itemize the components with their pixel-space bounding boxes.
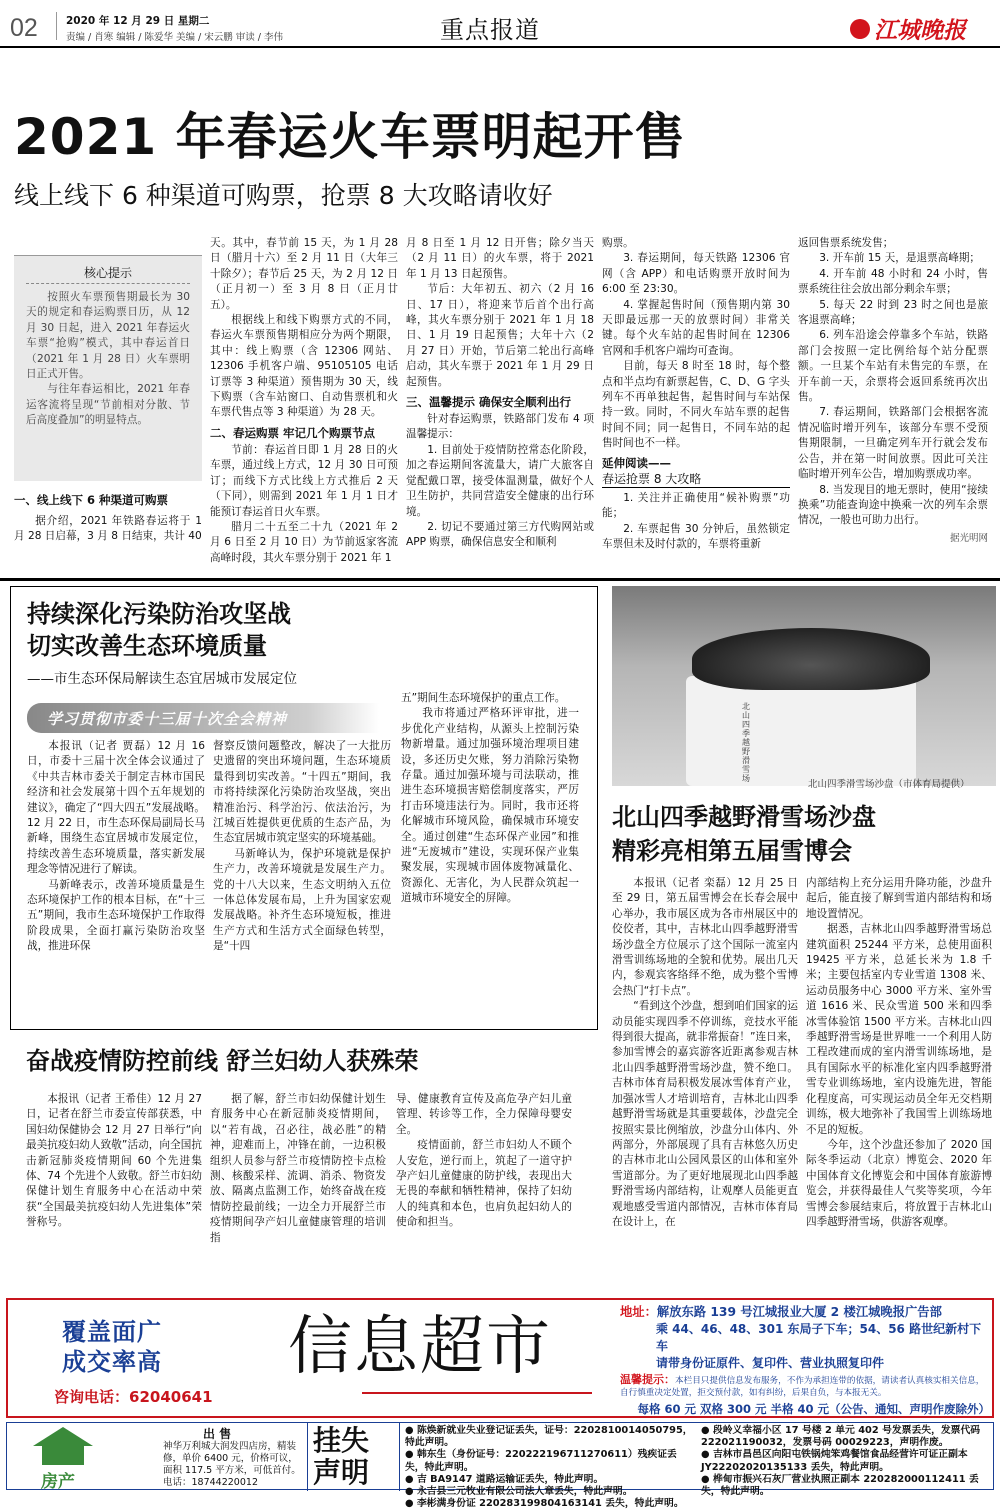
ski-photo: [612, 586, 996, 786]
eco-c3-p1: 五”期间生态环境保护的重点工作。: [401, 692, 566, 704]
page-header: [0, 0, 1000, 48]
eco-c3-p2: 我市将通过严格环评审批，进一步优化产业结构，从源头上控制污染物新增量。通过加强环境治理项目建设，多还历史欠账，努力消除污染物存量。通过加强环境与司法联动，推进生态环境损害赔偿制度落实，严厉打击环境违法行为。同时，我市还将化解城市环境风险，确保城市环境安全。通过创建“生态环保产业园”和推进“无废城市”建设，实现环保产业集聚发展，实现城市固体废物减量化、资源化、无害化，为人民群众筑起一道城市环境安全的屏障。: [401, 707, 579, 905]
lead-c3-p2: 节后：大年初五、初六（2 月 16 日、17 日），将迎来节后首个出行高峰，其火车票分别于 2021 年 1 月 18 日、1 月 19 日起预售；大年十六（2 月 27 日）开始，节后第二轮出行高峰启动，其火车票于 2021 年 1 月 29 日起预售。: [406, 283, 594, 388]
core-tip-box: [14, 255, 202, 481]
lead-c5-p3: 4. 开车前 48 小时和 24 小时，售票系统往往会放出部分剩余车票；: [798, 267, 988, 296]
eco-c2-p1: 督察反馈问题整改，解决了一大批历史遗留的突出环境问题，生态环境质量得到切实改善。“十四五”期间，我市将持续深化污染防治攻坚战，突出精准治污、科学治污、依法治污，为江城百姓提供更优质的生态产品，为生态宜居城市筑定坚实的环境基础。: [213, 740, 391, 845]
covid-c2-p1: 据了解，舒兰市妇幼保健计划生育服务中心在新冠肺炎疫情期间，以“若有战，召必往，战必胜”的精神，迎难而上，冲锋在前，一边积极组织人员参与舒兰市疫情防控卡点检测、核酸采样、流调、消杀、物资发放、隔离点监测工作，始终奋战在疫情防控最前线；一边全力开展舒兰市疫情期间孕产妇儿童健康管理的培训指: [210, 1093, 386, 1244]
house-icon: [33, 1427, 93, 1465]
lead-c5-p2: 3. 开车前 15 天，是退票高峰期；: [819, 252, 981, 265]
lead-heading-3: 三、温馨提示 确保安全顺利出行: [406, 395, 572, 410]
ad-brand-dots: [362, 1392, 592, 1402]
eco-c1-p2: 马新峰表示，改善环境质量是生态环境保护工作的根本目标，在“十三五”期间，我市生态环境保护工作取得阶段成果，全面打赢污染防治攻坚战，推进环保: [27, 878, 205, 953]
lead-title: 2021 年春运火车票明起开售: [14, 108, 686, 166]
lead-c1-p: 据介绍，2021 年铁路春运将于 1 月 28 日启幕，3 月 8 日结束，共计 40: [14, 515, 202, 543]
ad-phone-label: 咨询电话：: [54, 1388, 130, 1406]
lost-list-right: [701, 1425, 989, 1498]
ad-info: [620, 1304, 990, 1417]
logo-icon: [850, 19, 870, 39]
ad-address-label: 地址：: [620, 1305, 657, 1319]
covid-col-1: [26, 1092, 202, 1231]
lead-c2-p1: 天。其中，春节前 15 天，为 1 月 28 日（腊月十六）至 2 月 11 日（大年三十除夕）；春节后 25 天，为 2 月 12 日（正月初一）至 3 月 8 日（正月廿五）。: [210, 237, 398, 311]
extended-reading-label: 延伸阅读——: [602, 455, 671, 470]
lost-item: ● 陈焕新就业失业登记证丢失，证号：2202810014050795，特此声明。: [405, 1425, 693, 1449]
ad-left-line-2: 成交率高: [62, 1348, 162, 1376]
lead-byline: 据光明网: [949, 532, 988, 544]
lost-item: ● 吉 BA9147 道路运输证丢失，特此声明。: [405, 1473, 604, 1485]
ski-model-mountain: [692, 628, 930, 690]
lead-c4-p5: 1. 关注并正确使用“候补购票”功能；: [602, 491, 790, 520]
eco-banner: [27, 703, 379, 733]
lead-c3-p5: 2. 切记不要通过第三方代购网站或 APP 购票，确保信息安全和顺利: [406, 520, 594, 549]
lead-c5-p1: 返回售票系统发售；: [798, 237, 894, 249]
logo-text: 江城晚报: [874, 17, 966, 44]
lead-c5-p7: 8. 当发现目的地无票时，使用“接续换乘”功能查询途中换乘一次的列车余票情况，一般也可助力出行。: [798, 483, 988, 527]
eco-col-1: [27, 739, 205, 955]
lost-item: ● 永吉县三元牧业有限公司法人章丢失，特此声明。: [405, 1486, 633, 1498]
lead-c3-p1: 月 8 日至 1 月 12 日开售；除夕当天（2 月 11 日）的火车票，将于 2021 年 1 月 13 日起预售。: [406, 237, 594, 280]
ad-address-text: 解放东路 139 号江城报业大厦 2 楼江城晚报广告部: [656, 1305, 942, 1319]
sale-title: 出 售: [203, 1427, 232, 1441]
ski-c2-p3: 今年，这个沙盘还参加了 2020 国际冬季运动（北京）博览会、2020 年中国体育文化博览会和中国体育旅游博览会，并获得最佳人气奖等奖项，今年雪博会参展结束后，将放置于吉林北山四季越野滑雪场，供游客观摩。: [806, 1138, 992, 1228]
ad-docs: 请带身份证原件、复印件、营业执照复印件: [656, 1356, 885, 1370]
ski-c1-p1: 本报讯（记者 栾磊）12 月 25 日至 29 日，第五届雪博会在长春会展中心举办，我市展区成为各市州展区中的佼佼者，其中，吉林北山四季越野滑雪场沙盘全方位展示了这个国际一流室内滑雪训练场地的全貌和优势。展出几天内，参观宾客络绎不绝，成为整个雪博会热门“打卡点”。: [612, 877, 798, 997]
lead-c4-p2: 3. 春运期间，每天铁路 12306 官网（含 APP）和电话购票开放时间为 6:00 至 23:30。: [602, 252, 790, 296]
ski-col-2: [806, 876, 992, 1230]
classifieds: [6, 1422, 994, 1510]
covid-article: [10, 1030, 598, 1296]
eco-title-2: 切实改善生态环境质量: [27, 632, 267, 660]
ski-photo-caption: 北山四季滑雪场沙盘（市体育局提供）: [808, 779, 970, 790]
eco-article: [10, 586, 598, 1030]
ad-left-line-1: 覆盖面广: [62, 1318, 162, 1346]
covid-c3-p1: 导、健康教育宣传及高危孕产妇儿童管理、转诊等工作，全力保障母婴安全。: [396, 1093, 572, 1136]
lead-c5-p6: 7. 春运期间，铁路部门会根据客流情况临时增开列车，该部分车票不受预售期限制，一旦确定列车开行就会发布公告，并在第一时间放票。因此可关注临时增开列车公告，增加购票成功率。: [798, 406, 988, 481]
ski-title-1: 北山四季越野滑雪场沙盘: [612, 803, 876, 831]
covid-col-2: [210, 1092, 386, 1246]
lost-item: ● 韩东生（身份证号：220222196711270611）残疾证丢失，特此声明。: [405, 1449, 677, 1473]
lead-heading-1: 一、线上线下 6 种渠道可购票: [14, 493, 169, 507]
ski-title-2: 精彩亮相第五届雪博会: [612, 837, 852, 865]
lead-c4-p1: 购票。: [602, 237, 634, 249]
header-date: 2020 年 12 月 29 日 星期二: [66, 15, 210, 27]
lead-c2-p4: 腊月二十五至二十九（2021 年 2 月 6 日至 2 月 10 日）为节前返家客流高峰时段，其火车票分别于 2021 年 1: [210, 520, 398, 564]
lead-col-5: [798, 236, 988, 544]
ad-phone: [54, 1386, 213, 1407]
ad-tip-label: 温馨提示：: [620, 1373, 675, 1386]
lost-title-1: 挂失: [313, 1424, 370, 1457]
lead-subtitle: 线上线下 6 种渠道可购票，抢票 8 大攻略请收好: [14, 181, 553, 210]
lead-heading-4: 春运抢票 8 大攻略: [602, 471, 790, 488]
lead-c4-p3: 4. 掌握起售时间（预售期内第 30 天即最远那一天的放票时间）非常关键。每个火车站的起售时间在 12306 官网和手机客户端均可查询。: [602, 298, 790, 357]
logo: [850, 12, 966, 45]
ad-tip: [620, 1374, 990, 1399]
header-editors: 责编 / 肖寒 编辑 / 陈爱华 美编 / 宋云鹏 审读 / 李伟: [66, 32, 284, 43]
house-label: 房产: [41, 1472, 75, 1492]
lead-c4-p4: 目前，每天 8 时至 18 时，每个整点和半点均有新票起售，C、D、G 字头列车不再单独起售，起售时间与车站保持一致。同时，不同火车站车票的起售时间不同；同一起售日，不同车站的起售时间也不一样。: [602, 360, 790, 450]
section-title: 重点报道: [440, 16, 540, 44]
lost-item: ● 段岭义幸福小区 17 号楼 2 单元 402 号发票丢失，发票代码 222021190032，发票号码 00029223，声明作废。: [701, 1425, 981, 1449]
lost-title-2: 声明: [313, 1456, 370, 1489]
page-number: 02: [10, 14, 38, 42]
lost-item: ● 桦甸市振兴石灰厂营业执照正副本 220282000112411 丢失，特此声明。: [701, 1473, 979, 1498]
ski-c2-p1: 内部结构上充分运用升降功能，沙盘升起后，能直接了解到雪道内部结构和场地设置情况。: [806, 877, 992, 920]
eco-subtitle: ——市生态环保局解读生态宜居城市发展定位: [27, 671, 297, 687]
lead-c5-p5: 6. 列车沿途会停靠多个车站，铁路部门会按照一定比例给每个站分配票额。一旦某个车站有未售完的车票，在开车前一天，余票将会返回系统再次出售。: [798, 329, 988, 404]
lead-c2-p2: 根据线上和线下购票方式的不同，春运火车票预售期相应分为两个期限，其中：线上购票（含 12306 网站、12306 手机客户端、95105105 电话订票等 3 种渠道）预售期为 30 天，线下购票（含车站窗口、自动售票机和火车票代售点等 3 种渠道）为 28 天。: [210, 314, 398, 419]
ski-c1-p2: “看到这个沙盘，想到咱们国家的运动员能实现四季不停训练，竞技水平能得到很大提高，就非常振奋！”连日来，参加雪博会的嘉宾游客近距离参观吉林北山四季越野滑雪场沙盘，赞不绝口。吉林市体育局积极发展冰雪体育产业，加强冰雪人才培训培育，吉林北山四季越野滑雪场就是其重要载体，沙盘完全按照实景比例缩放，沙盘分山体内、外两部分，外部展现了具有吉林悠久历史的吉林市北山公园风景区的山体和室外雪道部分。为了更好地展现北山四季越野滑雪场内部结构，让观摩人员能更直观地感受雪道内部情况，吉林市体育局在设计上，在: [612, 1000, 798, 1228]
lead-c3-p3: 针对春运购票，铁路部门发布 4 项温馨提示：: [406, 413, 594, 441]
eco-banner-text: 学习贯彻市委十三届十次全会精神: [47, 710, 288, 728]
covid-c1-p1: 本报讯（记者 王希佳）12 月 27 日，记者在舒兰市委宣传部获悉，中国妇幼保健协会 12 月 27 日举行“向最美抗疫妇幼人致敬”活动，向全国抗击新冠肺炎疫情期间 60 个先进集体、74 个先进个人致敬。舒兰市妇幼保健计划生育服务中心在活动中荣获“全国最美抗疫妇幼人先进集体”荣誉称号。: [26, 1093, 202, 1229]
core-tip-p1: 按照火车票预售期最长为 30 天的规定和春运购票日历，从 12 月 30 日起，进入 2021 年春运火车票“抢购”模式，其中春运首日（2021 年 1 月 28 日）火车票明日正式开售。: [26, 291, 190, 381]
ski-col-1: [612, 876, 798, 1230]
ad-phone-number: 62040641: [129, 1388, 213, 1406]
ski-c2-p2: 据悉，吉林北山四季越野滑雪场总建筑面积 25244 平方米，总使用面积 19425 平方米，总延长米为 1.8 千米；主要包括室内专业雪道 1308 米、运动员服务中心 3000 平方米、室外雪道 1616 米、民众雪道 500 米和四季冰雪体验馆 1500 平方米。吉林北山四季越野滑雪场是世界唯一一个利用人防工程改建而成的室内滑雪训练场地，是具有国际水平的标准化室内四季越野滑雪专业训练场地，室内设施先进，智能化程度高，可实现运动员全年无交档期训练，极大地弥补了我国雪上训练场地不足的短板。: [806, 923, 992, 1136]
ad-banner: [6, 1298, 994, 1418]
ad-address: [620, 1304, 990, 1321]
lead-c3-p4: 1. 目前处于疫情防控常态化阶段，加之春运期间客流量大，请广大旅客自觉配戴口罩，接受体温测量，做好个人卫生防护，共同营造安全健康的出行环境。: [406, 443, 594, 518]
lost-item: ● 吉林市昌邑区向阳屯铁锅炖笨鸡餐馆食品经营许可证正副本 JY22202020135133 丢失，特此声明。: [701, 1449, 968, 1473]
ad-bus: 乘 44、46、48、301 东局子下车；54、56 路世纪新村下车: [656, 1322, 982, 1353]
covid-title: 奋战疫情防控前线 舒兰妇幼人获殊荣: [26, 1047, 419, 1075]
ski-model-base: [686, 676, 916, 786]
lead-c2-p3: 节前：春运首日即 1 月 28 日的火车票，通过线上方式，12 月 30 日可预订；而线下方式比线上方式推后 2 天（下同），则需到 2021 年 1 月 1 日才能预订春运首日火车票。: [210, 443, 398, 518]
eco-title-1: 持续深化污染防治攻坚战: [27, 600, 291, 628]
lead-c5-p4: 5. 每天 22 时到 23 时之间也是旅客退票高峰；: [798, 298, 988, 327]
ski-model-sign: 北山四季越野滑雪场: [742, 702, 750, 783]
lead-col-4: [602, 236, 790, 552]
ad-price: 每格 60 元 双格 300 元 半格 40 元（公告、通知、声明作废除外）: [637, 1402, 990, 1416]
lost-item: ● 李彬满身份证 220283199804163141 丢失，特此声明。: [405, 1498, 684, 1510]
covid-c3-p2: 疫情面前，舒兰市妇幼人不顾个人安危，逆行而上，筑起了一道守护孕产妇儿童健康的防护线，表现出大无畏的奉献和牺牲精神，保持了妇幼人的纯真和本色，也肩负起妇幼人的使命和担当。: [396, 1139, 572, 1229]
core-tip-title: 核心提示: [26, 264, 190, 284]
covid-col-3: [396, 1092, 572, 1231]
core-tip-p2: 与往年春运相比，2021 年春运客流将呈现“节前相对分散、节后高度叠加”的明显特点。: [26, 383, 190, 427]
lead-col-2: [210, 236, 398, 566]
eco-c2-p2: 马新峰认为，保护环境就是保护生产力，改善环境就是发展生产力。党的十八大以来，生态文明纳入五位一体总体发展布局，上升为国家宏观发展战略。补齐生态环境短板，推进生产方式和生活方式全面绿色转型，是“十四: [213, 847, 391, 953]
lead-heading-2: 二、春运购票 牢记几个购票节点: [210, 425, 376, 440]
lead-col-3: [406, 236, 594, 551]
eco-c1-p1: 本报讯（记者 贾磊）12 月 16 日，市委十三届十次全体会议通过了《中共吉林市委关于制定吉林市国民经济和社会发展第十四个五年规划的建议》，确定了“四大四五”发展战略。12 月 22 日，市生态环保局副局长马新峰，围绕生态宜居城市发展定位，持续改善生态环境质量，落实新发展理念等情况进行了解读。: [27, 740, 205, 876]
lead-col-1: [14, 486, 202, 545]
ad-brand: 信息超市: [288, 1310, 552, 1384]
sale-text: 神华万利城大润发四店房，精装修，单价 6400 元，价格可议，面积 117.5 平方米，可低首付。电话：18744220012: [163, 1441, 301, 1488]
lead-c4-p6: 2. 车票起售 30 分钟后，虽然锁定车票但未及时付款的，车票将重新: [602, 522, 790, 550]
ad-tip-text: 本栏目只提供信息发布服务，不作为承担连带的依据，请读者认真核实相关信息，自行慎重决定处置，拒交预付款，如有纠纷，后果自负，与本报无关。: [620, 1376, 985, 1398]
lost-list-left: [405, 1425, 695, 1510]
eco-col-2: [213, 739, 391, 955]
eco-col-3: [401, 691, 579, 907]
